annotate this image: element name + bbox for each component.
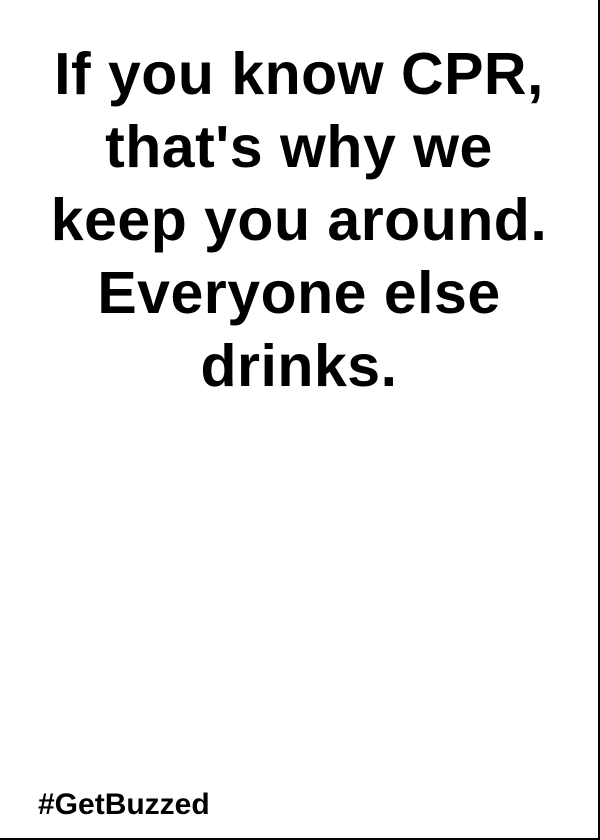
prompt-line-1: If you know CPR, <box>54 41 544 107</box>
prompt-line-4: Everyone else <box>97 260 501 326</box>
hashtag-label: #GetBuzzed <box>38 788 210 821</box>
prompt-line-3: keep you around. <box>50 187 548 253</box>
prompt-line-2: that's why we <box>105 114 493 180</box>
card-prompt-text <box>0 38 598 403</box>
prompt-line-5: drinks. <box>200 333 398 399</box>
